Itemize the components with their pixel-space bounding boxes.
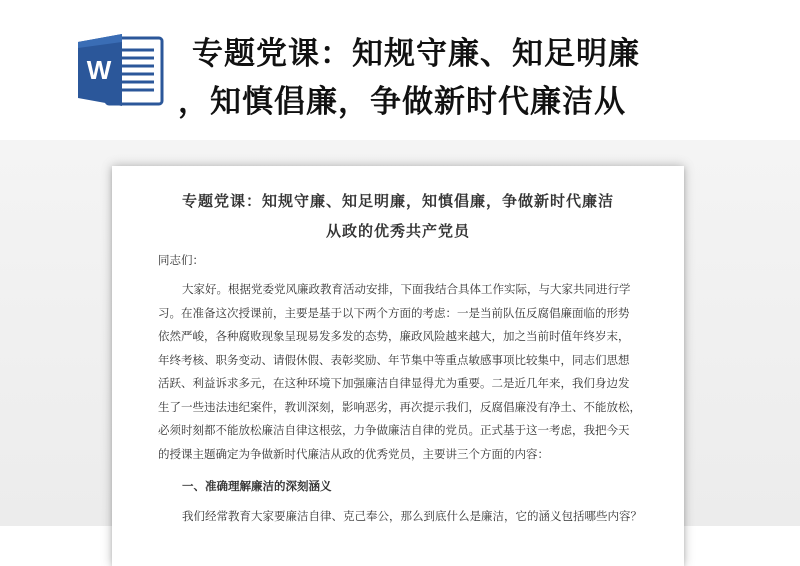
paragraph-line: 活跃、利益诉求多元，在这种环境下加强廉洁自律显得尤为重要。二是近几年来，我们身边发: [158, 376, 630, 390]
document-page: [112, 166, 684, 566]
page-title-line-2: ，知慎倡廉，争做新时代廉洁从: [178, 84, 626, 120]
word-icon-letter: W: [86, 55, 112, 85]
paragraph-line: 依然严峻，各种腐败现象呈现易发多发的态势，廉政风险越来越大，加之当前时值年终岁末，: [158, 329, 630, 343]
document-title-line-1: 专题党课：知规守廉、知足明廉，知慎倡廉，争做新时代廉洁: [181, 192, 614, 210]
page-header: [0, 0, 800, 140]
paragraph-line: 生了一些违法违纪案件，教训深刻，影响恶劣，再次提示我们，反腐倡廉没有净土、不能放松，: [158, 399, 641, 414]
paragraph-line: 大家好。根据党委党风廉政教育活动安排，下面我结合具体工作实际，与大家共同进行学: [182, 282, 631, 296]
paragraph-2: 我们经常教育大家要廉洁自律、克己奉公，那么到底什么是廉洁，它的涵义包括哪些内容？: [182, 509, 642, 523]
section-heading: 一、准确理解廉洁的深刻涵义: [182, 479, 332, 493]
paragraph-line: 的授课主题确定为争做新时代廉洁从政的优秀党员，主要讲三个方面的内容：: [158, 446, 549, 461]
microsoft-word-icon: [76, 32, 166, 108]
paragraph-line: 必须时刻都不能放松廉洁自律这根弦，力争做廉洁自律的党员。正式基于这一考虑，我把今天: [158, 423, 630, 437]
document-title-line-2: 从政的优秀共产党员: [325, 222, 470, 240]
greeting: 同志们：: [158, 253, 204, 267]
page-title-line-1: 专题党课：知规守廉、知足明廉: [192, 36, 640, 72]
paragraph-line: 习。在准备这次授课前，主要是基于以下两个方面的考虑：一是当前队伍反腐倡廉面临的形势: [158, 305, 630, 320]
document-body: [158, 248, 648, 528]
paragraph-line: 年终考核、职务变动、请假休假、表彰奖励、年节集中等重点敏感事项比较集中，同志们思想: [158, 352, 630, 367]
document-title: [112, 186, 684, 246]
paragraph-1: [158, 278, 648, 466]
page-title: [178, 30, 732, 126]
